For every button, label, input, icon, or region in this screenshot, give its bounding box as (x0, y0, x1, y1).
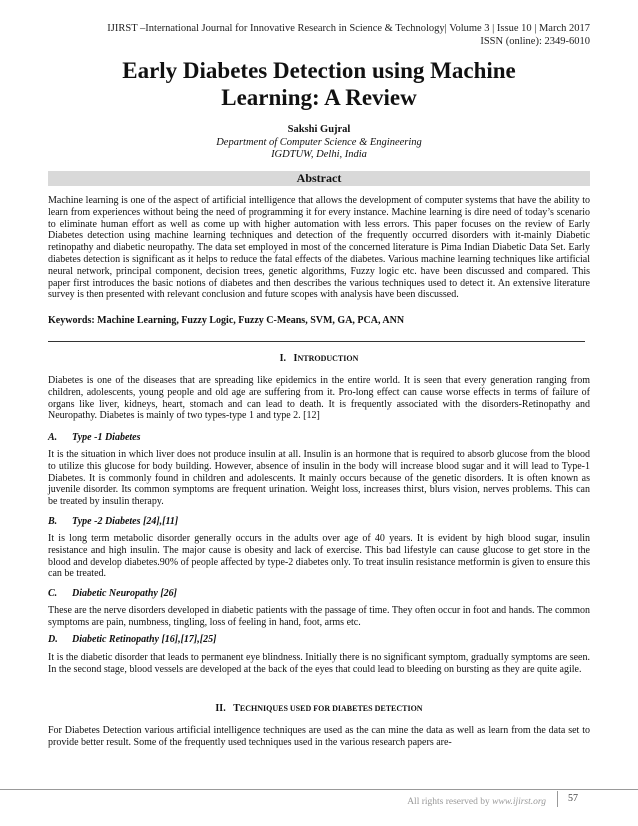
footer-rights (407, 797, 546, 807)
subsection-title: Diabetic Neuropathy [26] (72, 588, 177, 599)
section-rest: ECHNIQUES USED FOR DIABETES DETECTION (239, 704, 423, 713)
subsection-a-text: It is the situation in which liver does not produce insulin at all. Insulin is an hormone that is required to absorb glucose from the blood to utilize this glucose for body building. However, absence of insulin in the body will increase blood sugar and it will lead to Type-1 Diabetes. It is commonly found in children and adolescents. It mainly occurs because of the genetic disorders. It is often known as juvenile disorder. Its common symptoms are frequent urination. Weight loss, increases thirst, blurs vision, nerves problems. This can be treated by insulin therapy. (48, 449, 590, 508)
title-line-2: Learning: A Review (221, 85, 417, 110)
author-department: Department of Computer Science & Engineering (216, 136, 422, 148)
subsection-label: B. (48, 516, 58, 527)
author-name: Sakshi Gujral (287, 124, 351, 135)
footer-rule (0, 789, 638, 790)
intro-paragraph: Diabetes is one of the diseases that are spreading like epidemics in the entire world. It is seen that every generation ranging from children, adolescents, young people and old age are suffering from it. Pro-long effect can cause worse effects in terms of failure of organs like liver, kidneys, heart, stomach and can lead to death. It is frequently associated with the disorders-Retinopathy and Neuropathy. Diabetes is mainly of two types-type 1 and type 2. [12] (48, 375, 590, 422)
journal-line: IJIRST –International Journal for Innovative Research in Science & Technology| Volume 3 | Issue 10 | March 2017 (107, 23, 590, 34)
subsection-heading-c (48, 588, 177, 600)
author-block (0, 124, 638, 162)
subsection-heading-d (48, 634, 216, 646)
section-number: I. (279, 353, 287, 364)
subsection-d-text: It is the diabetic disorder that leads to permanent eye blindness. Initially there is no significant symptom, gradually symptoms are seen. In the second stage, blood vessels are developed at the back of the eyes that could lead to bleeding on bursting as they are quite agile. (48, 652, 590, 675)
running-header (107, 22, 590, 48)
subsection-heading-a (48, 432, 141, 444)
subsection-label: A. (48, 432, 58, 443)
subsection-label: D. (48, 634, 58, 645)
section-heading-introduction (0, 353, 638, 365)
section-rest: NTRODUCTION (297, 354, 359, 363)
subsection-heading-b (48, 516, 178, 528)
paper-title (60, 57, 578, 111)
abstract-text: Machine learning is one of the aspect of artificial intelligence that allows the development of computer systems that have the ability to learn from experiences without being the need of programming it for every instance. Machine learning is dire need of today’s scenario to eliminate human effort as well as come up with higher automation with less errors. This paper focuses on the review of Early Diabetes detection using machine learning techniques and detection of the frequently occurred disorders with it-mainly Diabetic retinopathy and diabetic neuropathy. The data set employed in most of the concerned literature is Pima Indian Diabetic Data Set. Early diabetes detection is significant as it helps to reduce the fatal effects of the diabetes. Various machine learning techniques like artificial neural network, principal component, decision trees, genetic algorithms, Fuzzy logic etc. have been discussed and compared. This paper first introduces the basic notions of diabetes and then describes the various techniques used to detect it. An extensive literature survey is then presented with relevant conclusion and future scopes with analysis have been discussed. (48, 195, 590, 301)
footer-rights-text: All rights reserved by (407, 797, 493, 807)
subsection-title: Type -2 Diabetes [24],[11] (72, 516, 179, 527)
title-line-1: Early Diabetes Detection using Machine (122, 58, 516, 83)
section-cap: I (293, 353, 298, 364)
keywords: Keywords: Machine Learning, Fuzzy Logic, Fuzzy C-Means, SVM, GA, PCA, ANN (48, 315, 405, 326)
subsection-c-text: These are the nerve disorders developed in diabetic patients with the passage of time. They often occur in foot and hands. The common symptoms are pain, numbness, tingling, loss of feeling in hand, foot, arms etc. (48, 605, 590, 628)
subsection-b-text: It is long term metabolic disorder generally occurs in the adults over age of 40 years. It is evident by high blood sugar, insulin resistance and high insulin. The major cause is obesity and lack of exercise. This bad lifestyle can cause glucose to get store in the blood and develop diabetes.90% of people affected by type-2 diabetes only. To treat insulin resistance metformin is given to ensure this can be treated. (48, 533, 590, 580)
section-number: II. (215, 703, 226, 714)
subsection-title: Diabetic Retinopathy [16],[17],[25] (72, 634, 217, 645)
author-institution: IGDTUW, Delhi, India (271, 149, 367, 160)
page-number: 57 (557, 791, 588, 807)
techniques-paragraph: For Diabetes Detection various artificial intelligence techniques are used as the can mine the data as well as learn from the data set to provide better result. Some of the frequently used techniques used in the various research papers are- (48, 725, 590, 748)
section-cap: T (233, 703, 240, 714)
abstract-heading: Abstract (48, 171, 590, 186)
subsection-title: Type -1 Diabetes (72, 432, 141, 443)
section-heading-techniques (0, 703, 638, 715)
subsection-label: C. (48, 588, 58, 599)
issn-line: ISSN (online): 2349-6010 (480, 36, 590, 47)
divider (48, 341, 585, 342)
footer-url[interactable]: www.ijirst.org (492, 797, 546, 807)
